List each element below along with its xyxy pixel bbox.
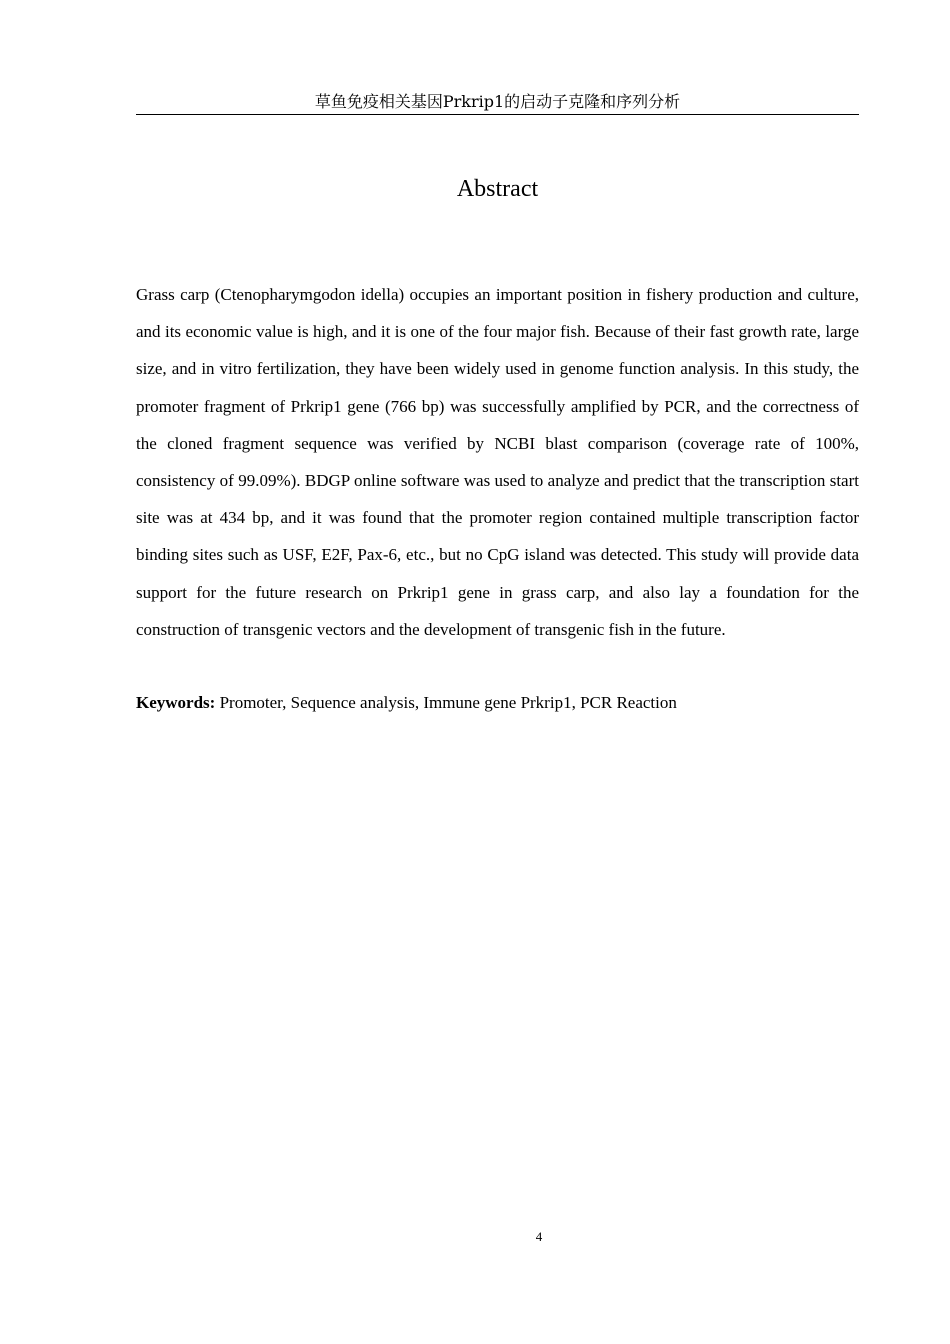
keywords-label: Keywords: bbox=[136, 693, 216, 712]
abstract-title: Abstract bbox=[456, 176, 539, 202]
page-number: 4 bbox=[535, 1229, 543, 1244]
abstract-body: Grass carp (Ctenopharymgodon idella) occupies an important position in fishery production and culture, and its economic value is high, and it is one of the four major fish. Because of their fast growth rate, large size, and in vitro fertilization, they have been widely used in genome function analysis. In this study, the promoter fragment of Prkrip1 gene (766 bp) was successfully amplified by PCR, and the correctness of the cloned fragment sequence was verified by NCBI blast comparison (coverage rate of 100%, consistency of 99.09%). BDGP online software was used to analyze and predict that the transcription start site was at 434 bp, and it was found that the promoter region contained multiple transcription factor binding sites such as USF, E2F, Pax-6, etc., but no CpG island was detected. This study will provide data support for the future research on Prkrip1 gene in grass carp, and also lay a foundation for the construction of transgenic vectors and the development of transgenic fish in the future. bbox=[136, 285, 859, 639]
running-header bbox=[136, 92, 859, 115]
keywords-list: Promoter, Sequence analysis, Immune gene Prkrip1, PCR Reaction bbox=[219, 693, 677, 712]
running-header-title: 草鱼免疫相关基因Prkrip1的启动子克隆和序列分析 bbox=[314, 92, 681, 111]
keywords bbox=[136, 687, 859, 719]
